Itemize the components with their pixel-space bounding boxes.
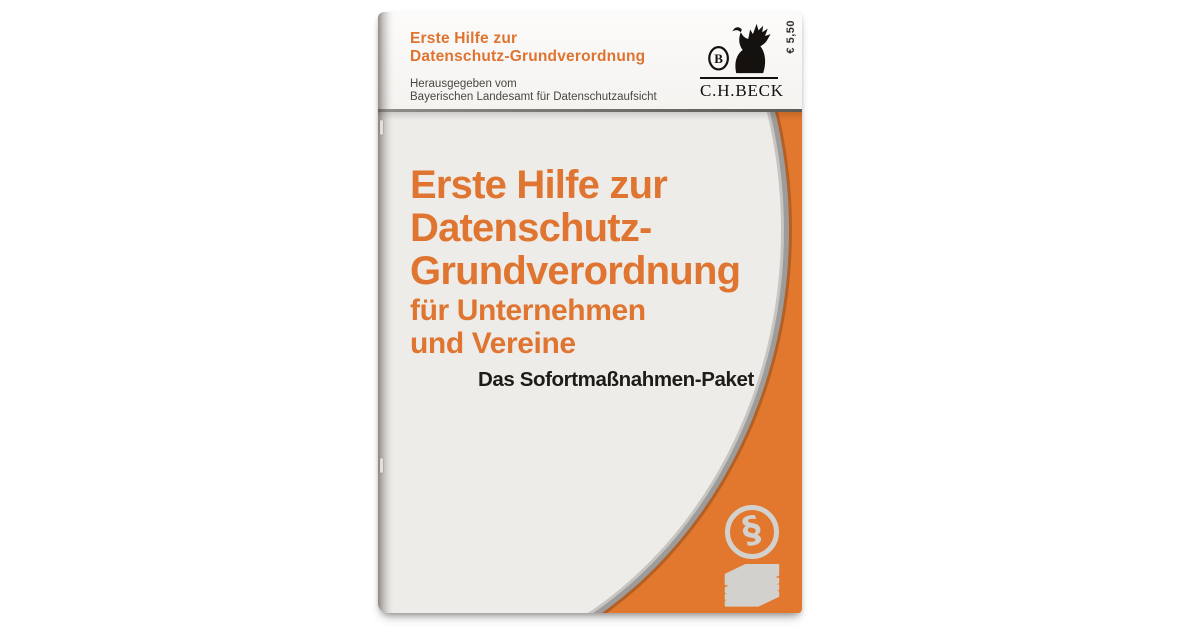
tagline: Das Sofortmaßnahmen-Paket — [478, 368, 754, 391]
staple-icon — [380, 458, 383, 473]
series-title-line-2: Datenschutz-Grundverordnung — [410, 48, 646, 65]
section-symbol-icon — [725, 505, 779, 559]
main-title-line-2: Datenschutz- — [410, 206, 652, 250]
main-title-line-3: Grundverordnung — [410, 249, 741, 293]
monogram-letter: B — [714, 50, 723, 66]
staple-icon — [380, 120, 383, 135]
main-title — [410, 164, 740, 293]
main-subtitle-line-1: für Unternehmen — [410, 294, 646, 327]
price-label: € 5,50 — [785, 20, 797, 54]
beck-wordmark: C.H.BECK — [700, 77, 778, 101]
main-subtitle-line-2: und Vereine — [410, 327, 576, 360]
main-title-line-1: Erste Hilfe zur — [410, 163, 667, 207]
series-title — [410, 30, 645, 66]
publisher-line-1: Herausgegeben vom — [410, 78, 517, 90]
publisher-line-2: Bayerischen Landesamt für Datenschutzaufsicht — [410, 91, 657, 103]
series-title-line-1: Erste Hilfe zur — [410, 30, 518, 47]
main-subtitle — [410, 294, 646, 360]
paragraph-symbol: § — [738, 508, 765, 553]
cover-main — [378, 112, 802, 613]
book-cover — [378, 12, 802, 613]
header-inner-shadow — [378, 112, 802, 120]
publisher-note — [410, 78, 657, 104]
griffin-icon — [706, 23, 772, 75]
cover-header — [378, 12, 802, 109]
book-stack-icon — [710, 556, 796, 610]
publisher-logo — [700, 23, 784, 101]
griffin-head — [733, 27, 742, 32]
